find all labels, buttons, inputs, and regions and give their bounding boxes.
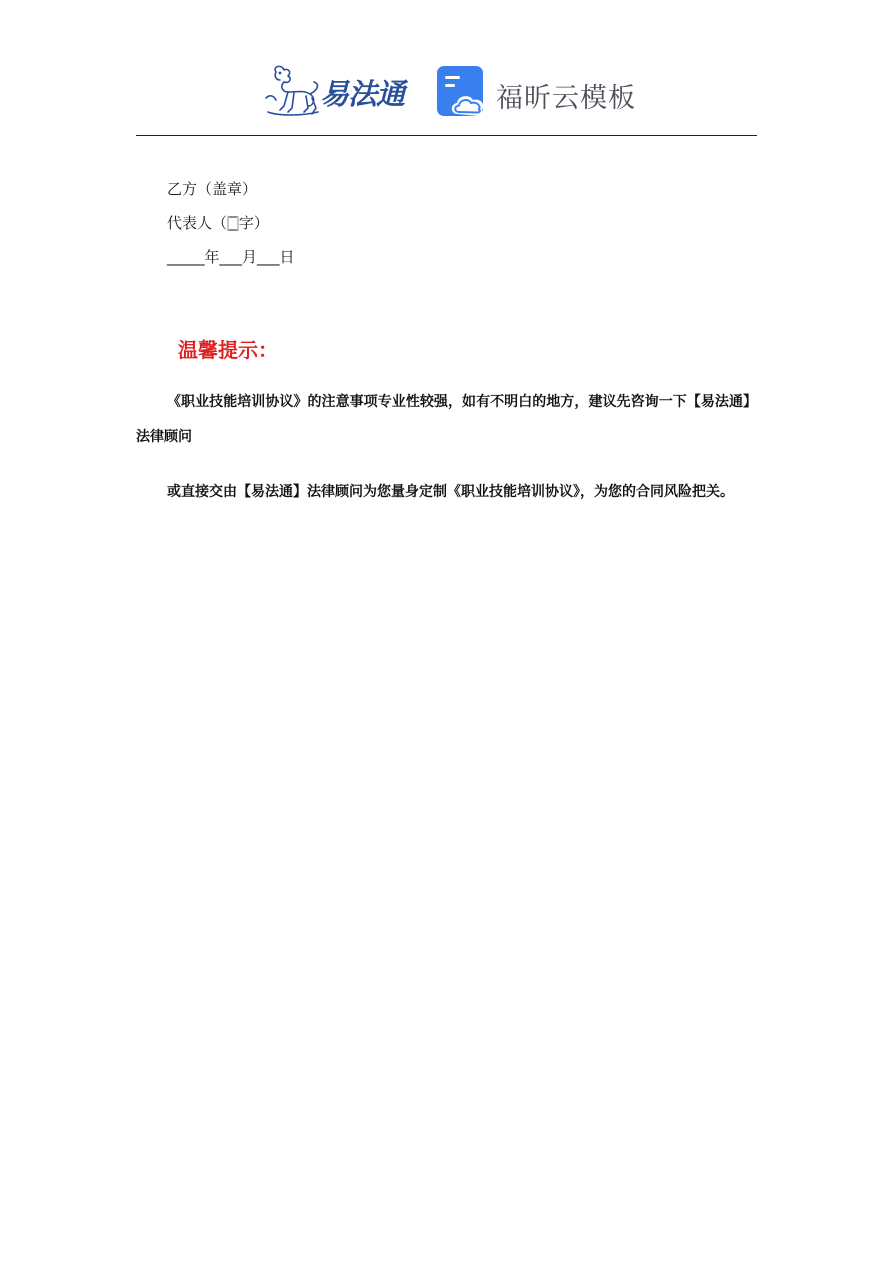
fuxin-logo-text: 福昕云模板 [496, 83, 636, 114]
qilin-mascot-icon [262, 62, 322, 118]
date-line: _____年___月___日 [167, 248, 295, 266]
tips-paragraph-2: 或直接交由【易法通】法律顾问为您量身定制《职业技能培训协议》，为您的合同风险把关。 [167, 484, 734, 500]
party-b-seal-line: 乙方（盖章） [167, 180, 258, 198]
yifatong-logo [262, 62, 414, 118]
representative-sign-line: 代表人（🀆字） [167, 214, 269, 232]
fuxin-logo [436, 64, 636, 120]
header-divider [136, 135, 757, 136]
yifatong-logo-text: 易法通 [320, 77, 405, 111]
page-header [0, 58, 893, 122]
tips-title: 温馨提示： [178, 338, 278, 362]
cloud-document-icon [436, 64, 490, 118]
tips-paragraph-1: 《职业技能培训协议》的注意事项专业性较强，如有不明白的地方，建议先咨询一下【易法通】法律顾问 [136, 394, 757, 445]
